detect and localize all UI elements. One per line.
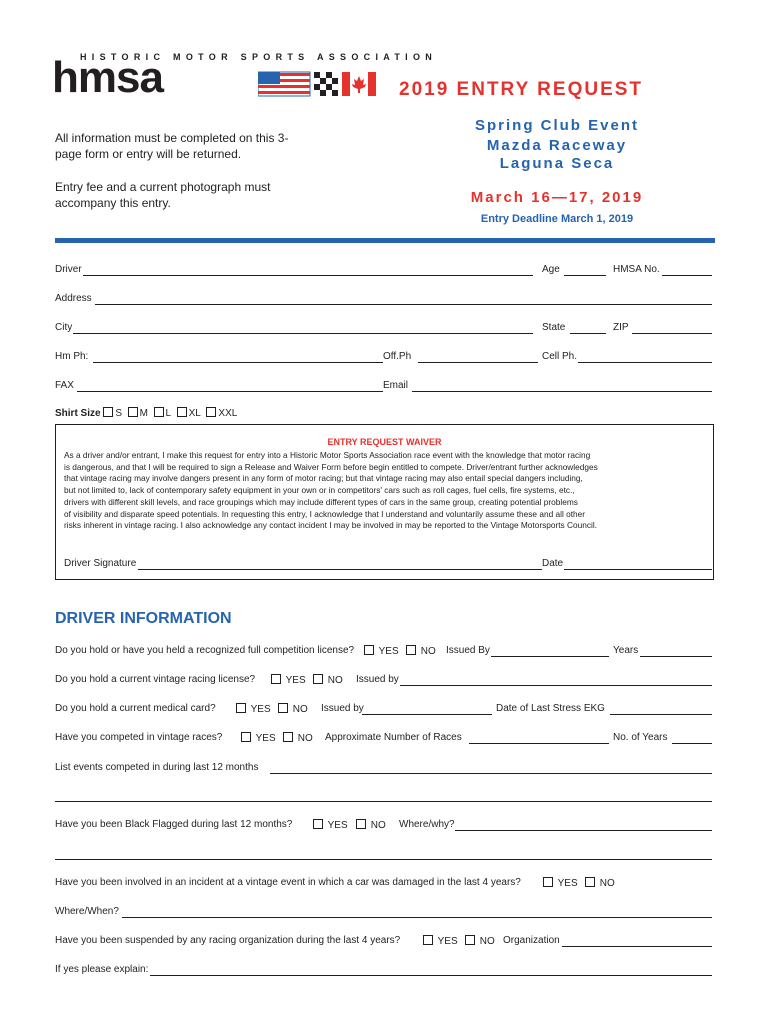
email-label: Email bbox=[383, 380, 409, 391]
checkbox-icon[interactable] bbox=[585, 877, 595, 887]
checkbox-icon[interactable] bbox=[406, 645, 416, 655]
checkbox-icon[interactable] bbox=[103, 407, 113, 417]
city-label: City bbox=[55, 322, 73, 333]
issued-by-label: Issued By bbox=[446, 645, 490, 656]
waiver-line: but not limited to, lack of contemporary safety equipment in your own or in competitors' cars such as roll cages, fuel cells, fire systems, etc., bbox=[64, 485, 575, 496]
intro-fee-note: Entry fee and a current photograph must accompany this entry. bbox=[55, 180, 271, 210]
q-vintage-license: Do you hold a current vintage racing license? bbox=[55, 674, 256, 685]
shirt-size-label: Shirt Size bbox=[55, 408, 101, 419]
driver-info-heading: DRIVER INFORMATION bbox=[55, 610, 232, 627]
address-field[interactable] bbox=[95, 304, 712, 305]
entry-deadline: Entry Deadline March 1, 2019 bbox=[480, 213, 634, 225]
no-label: NO bbox=[479, 936, 495, 947]
where-when-field[interactable] bbox=[122, 917, 712, 918]
signature-date-field[interactable] bbox=[564, 569, 712, 570]
license-no[interactable] bbox=[406, 645, 436, 657]
address-label: Address bbox=[55, 293, 92, 304]
yes-label: YES bbox=[557, 878, 578, 889]
yes-label: YES bbox=[327, 820, 348, 831]
where-why-label: Where/why? bbox=[399, 819, 455, 830]
state-field[interactable] bbox=[570, 333, 606, 334]
black-flag-no[interactable] bbox=[356, 819, 386, 831]
ekg-label: Date of Last Stress EKG bbox=[496, 703, 605, 714]
state-label: State bbox=[542, 322, 566, 333]
signature-field[interactable] bbox=[138, 569, 542, 570]
checkbox-icon[interactable] bbox=[206, 407, 216, 417]
checkbox-icon[interactable] bbox=[465, 935, 475, 945]
black-flag-yes[interactable] bbox=[313, 819, 348, 831]
list-events-field-2[interactable] bbox=[55, 801, 712, 802]
checkbox-icon[interactable] bbox=[271, 674, 281, 684]
checkbox-icon[interactable] bbox=[543, 877, 553, 887]
ekg-date-field[interactable] bbox=[610, 714, 712, 715]
shirt-option-l[interactable] bbox=[154, 408, 172, 419]
organization-label: Organization bbox=[503, 935, 560, 946]
logo-word: hmsa bbox=[52, 53, 163, 102]
entry-title: 2019 ENTRY REQUEST bbox=[399, 79, 644, 100]
association-name: HISTORIC MOTOR SPORTS ASSOCIATION bbox=[80, 52, 438, 62]
q-incident: Have you been involved in an incident at a vintage event in which a car was damaged in the last 4 years? bbox=[55, 877, 521, 888]
age-field[interactable] bbox=[564, 275, 606, 276]
approx-races-label: Approximate Number of Races bbox=[325, 732, 462, 743]
years-label: Years bbox=[613, 645, 639, 656]
yes-label: YES bbox=[250, 704, 271, 715]
shirt-size-row bbox=[55, 407, 237, 419]
off-ph-label: Off.Ph bbox=[383, 351, 412, 362]
yes-label: YES bbox=[285, 675, 306, 686]
checkbox-icon[interactable] bbox=[177, 407, 187, 417]
no-years-field[interactable] bbox=[672, 743, 712, 744]
shirt-option-xxl[interactable] bbox=[206, 408, 237, 419]
hmsa-no-field[interactable] bbox=[662, 275, 712, 276]
header-divider bbox=[55, 238, 715, 243]
waiver-line: drivers with different skill levels, and race groupings which may include different types of cars in the same group, creating potential problems bbox=[64, 496, 578, 507]
checkbox-icon[interactable] bbox=[236, 703, 246, 713]
venue-line2: Laguna Seca bbox=[499, 155, 615, 172]
q-suspended: Have you been suspended by any racing organization during the last 4 years? bbox=[55, 935, 401, 946]
fax-field[interactable] bbox=[77, 391, 383, 392]
no-label: NO bbox=[599, 878, 615, 889]
shirt-option-xl[interactable] bbox=[177, 408, 201, 419]
waiver-title: ENTRY REQUEST WAIVER bbox=[327, 437, 442, 447]
vintage-issued-by-field[interactable] bbox=[400, 685, 712, 686]
vintage-license-yes[interactable] bbox=[271, 674, 306, 686]
license-issued-by-field[interactable] bbox=[491, 656, 609, 657]
flags-graphic bbox=[258, 68, 378, 100]
city-field[interactable] bbox=[73, 333, 533, 334]
checkbox-icon[interactable] bbox=[241, 732, 251, 742]
shirt-option-label: L bbox=[165, 408, 172, 419]
shirt-option-m[interactable] bbox=[128, 408, 148, 419]
approx-races-field[interactable] bbox=[469, 743, 609, 744]
email-field[interactable] bbox=[412, 391, 712, 392]
checkbox-icon[interactable] bbox=[356, 819, 366, 829]
suspended-yes[interactable] bbox=[423, 935, 458, 947]
checkbox-icon[interactable] bbox=[278, 703, 288, 713]
venue-line1: Mazda Raceway bbox=[486, 137, 628, 154]
waiver-line: that vintage racing may involve dangers present in any form of motor racing; but that vintage racing may also entail special dangers including, bbox=[64, 473, 583, 484]
intro-completion-note: All information must be completed on this 3-page form or entry will be returned. bbox=[55, 131, 289, 161]
issued-by-label: Issued by bbox=[321, 703, 364, 714]
list-events-label: List events competed in during last 12 months bbox=[55, 762, 259, 773]
license-years-field[interactable] bbox=[640, 656, 712, 657]
no-label: NO bbox=[327, 675, 343, 686]
off-ph-field[interactable] bbox=[418, 362, 538, 363]
license-yes[interactable] bbox=[364, 645, 399, 657]
waiver-line: of visibility and disparate speed potentials. In requesting this entry, I acknowledge that I understand and voluntarily assume these and all other bbox=[64, 508, 586, 519]
checkbox-icon[interactable] bbox=[364, 645, 374, 655]
medical-yes[interactable] bbox=[236, 703, 271, 715]
list-events-field[interactable] bbox=[270, 773, 712, 774]
cell-ph-label: Cell Ph. bbox=[542, 351, 578, 362]
hm-ph-field[interactable] bbox=[93, 362, 383, 363]
driver-label: Driver bbox=[55, 264, 82, 275]
vintage-license-no[interactable] bbox=[313, 674, 343, 686]
q-license: Do you hold or have you held a recognized full competition license? bbox=[55, 645, 355, 656]
cell-ph-field[interactable] bbox=[578, 362, 712, 363]
signature-date-label: Date bbox=[542, 558, 564, 569]
yes-label: YES bbox=[255, 733, 276, 744]
checkbox-icon[interactable] bbox=[154, 407, 164, 417]
signature-label: Driver Signature bbox=[64, 558, 137, 569]
issued-by-label: Issued by bbox=[356, 674, 399, 685]
medical-no[interactable] bbox=[278, 703, 308, 715]
waiver-text bbox=[64, 450, 709, 532]
checkbox-icon[interactable] bbox=[313, 819, 323, 829]
checkbox-icon[interactable] bbox=[128, 407, 138, 417]
shirt-option-label: M bbox=[139, 408, 148, 419]
explain-field[interactable] bbox=[150, 975, 712, 976]
suspended-no[interactable] bbox=[465, 935, 495, 947]
shirt-option-s[interactable] bbox=[103, 408, 122, 419]
waiver-line: risks inherent in vintage racing. I also acknowledge any contact incident I may be involved in may be reported to the Vintage Motorsports Council. bbox=[64, 520, 597, 531]
waiver-line: As a driver and/or entrant, I make this request for entry into a Historic Motor Sports Association race event with the knowledge that motor racing bbox=[64, 450, 591, 460]
organization-field[interactable] bbox=[562, 946, 712, 947]
event-dates: March 16—17, 2019 bbox=[470, 189, 644, 206]
where-why-field-2[interactable] bbox=[55, 859, 712, 860]
shirt-option-label: S bbox=[115, 408, 123, 419]
shirt-option-label: XL bbox=[188, 408, 201, 419]
yes-label: YES bbox=[437, 936, 458, 947]
age-label: Age bbox=[542, 264, 560, 275]
no-label: NO bbox=[292, 704, 308, 715]
hm-ph-label: Hm Ph: bbox=[55, 351, 89, 362]
event-name: Spring Club Event bbox=[474, 117, 639, 134]
driver-field[interactable] bbox=[83, 275, 533, 276]
shirt-option-label: XXL bbox=[218, 408, 238, 419]
competed-yes[interactable] bbox=[241, 732, 276, 744]
medical-issued-by-field[interactable] bbox=[362, 714, 492, 715]
zip-field[interactable] bbox=[632, 333, 712, 334]
no-label: NO bbox=[297, 733, 313, 744]
competed-no[interactable] bbox=[283, 732, 313, 744]
where-when-label: Where/When? bbox=[55, 906, 119, 917]
incident-yes[interactable] bbox=[543, 877, 578, 889]
incident-no[interactable] bbox=[585, 877, 615, 889]
no-years-label: No. of Years bbox=[613, 732, 668, 743]
checkbox-icon[interactable] bbox=[423, 935, 433, 945]
q-black-flag: Have you been Black Flagged during last 12 months? bbox=[55, 819, 293, 830]
explain-label: If yes please explain: bbox=[55, 964, 149, 975]
q-medical: Do you hold a current medical card? bbox=[55, 703, 216, 714]
checkbox-icon[interactable] bbox=[313, 674, 323, 684]
zip-label: ZIP bbox=[613, 322, 629, 333]
checkbox-icon[interactable] bbox=[283, 732, 293, 742]
fax-label: FAX bbox=[55, 380, 74, 391]
hmsa-logo bbox=[52, 52, 438, 102]
yes-label: YES bbox=[378, 646, 399, 657]
where-why-field[interactable] bbox=[455, 830, 712, 831]
q-competed: Have you competed in vintage races? bbox=[55, 732, 223, 743]
no-label: NO bbox=[420, 646, 436, 657]
no-label: NO bbox=[370, 820, 386, 831]
hmsa-no-label: HMSA No. bbox=[613, 264, 660, 275]
waiver-box bbox=[55, 424, 714, 580]
waiver-line: is dangerous, and that I will be required to sign a Release and Waiver Form before begin entitled to compete. Driver/entrant further acknowledges bbox=[64, 461, 598, 472]
